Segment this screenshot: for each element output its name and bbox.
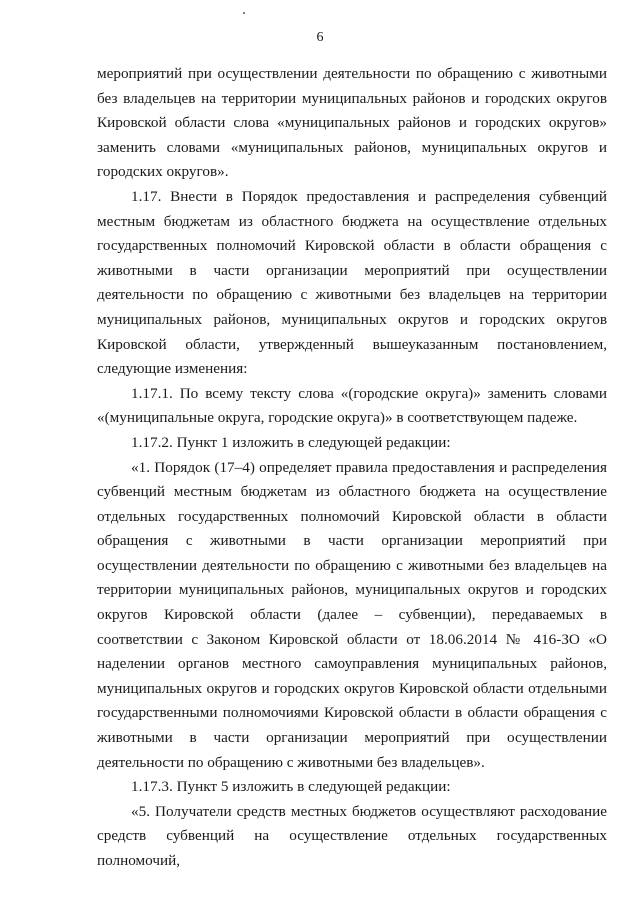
paragraph-1-17: 1.17. Внести в Порядок предоставления и распределения субвенций местным бюджетам из областного бюджета на осуществление отдельных государственных полномочий Кировской области в области обращения с животными в части организации мероприятий при осуществлении деятельности по обращению с животными без владельцев на территории муниципальных районов, муниципальных округов и городских округов Кировской области, утвержденный вышеуказанным постановлением, следующие изменения: <box>97 187 607 378</box>
page-number: 6 <box>316 30 324 45</box>
paragraph-1-17-3: 1.17.3. Пункт 5 изложить в следующей редакции: <box>131 778 451 796</box>
paragraph-1-17-1: 1.17.1. По всему тексту слова «(городские округа)» заменить словами «(муниципальные округа, городские округа)» в соответствующем падеже. <box>97 384 607 427</box>
paragraph-point-5-text: «5. Получатели средств местных бюджетов осуществляют расходование средств субвенций на осуществление отдельных государственных полномочий, <box>97 802 607 869</box>
paragraph-1-17-2: 1.17.2. Пункт 1 изложить в следующей редакции: <box>131 433 451 451</box>
paragraph-point-1-text: «1. Порядок (17–4) определяет правила предоставления и распределения субвенций местным бюджетам из областного бюджета на осуществление отдельных государственных полномочий Кировской области в области обращения с животными в части организации мероприятий при осуществлении деятельности по обращению с животными без владельцев на территории муниципальных районов, муниципальных округов и городских округов Кировской области (далее – субвенции), передаваемых в соответствии с Законом Кировской области от 18.06.2014 № 416-ЗО «О наделении органов местного самоуправления муниципальных районов, муниципальных округов и городских округов Кировской области отдельными государственными полномочиями Кировской области в области обращения с животными в части организации мероприятий при осуществлении деятельности по обращению с животными без владельцев». <box>97 458 607 771</box>
scan-speck <box>243 12 245 14</box>
paragraph-continuation: мероприятий при осуществлении деятельности по обращению с животными без владельцев на территории муниципальных районов и городских округов Кировской области слова «муниципальных районов и городских округов» заменить словами «муниципальных районов, муниципальных округов и городских округов». <box>97 65 607 181</box>
document-body <box>97 62 607 874</box>
